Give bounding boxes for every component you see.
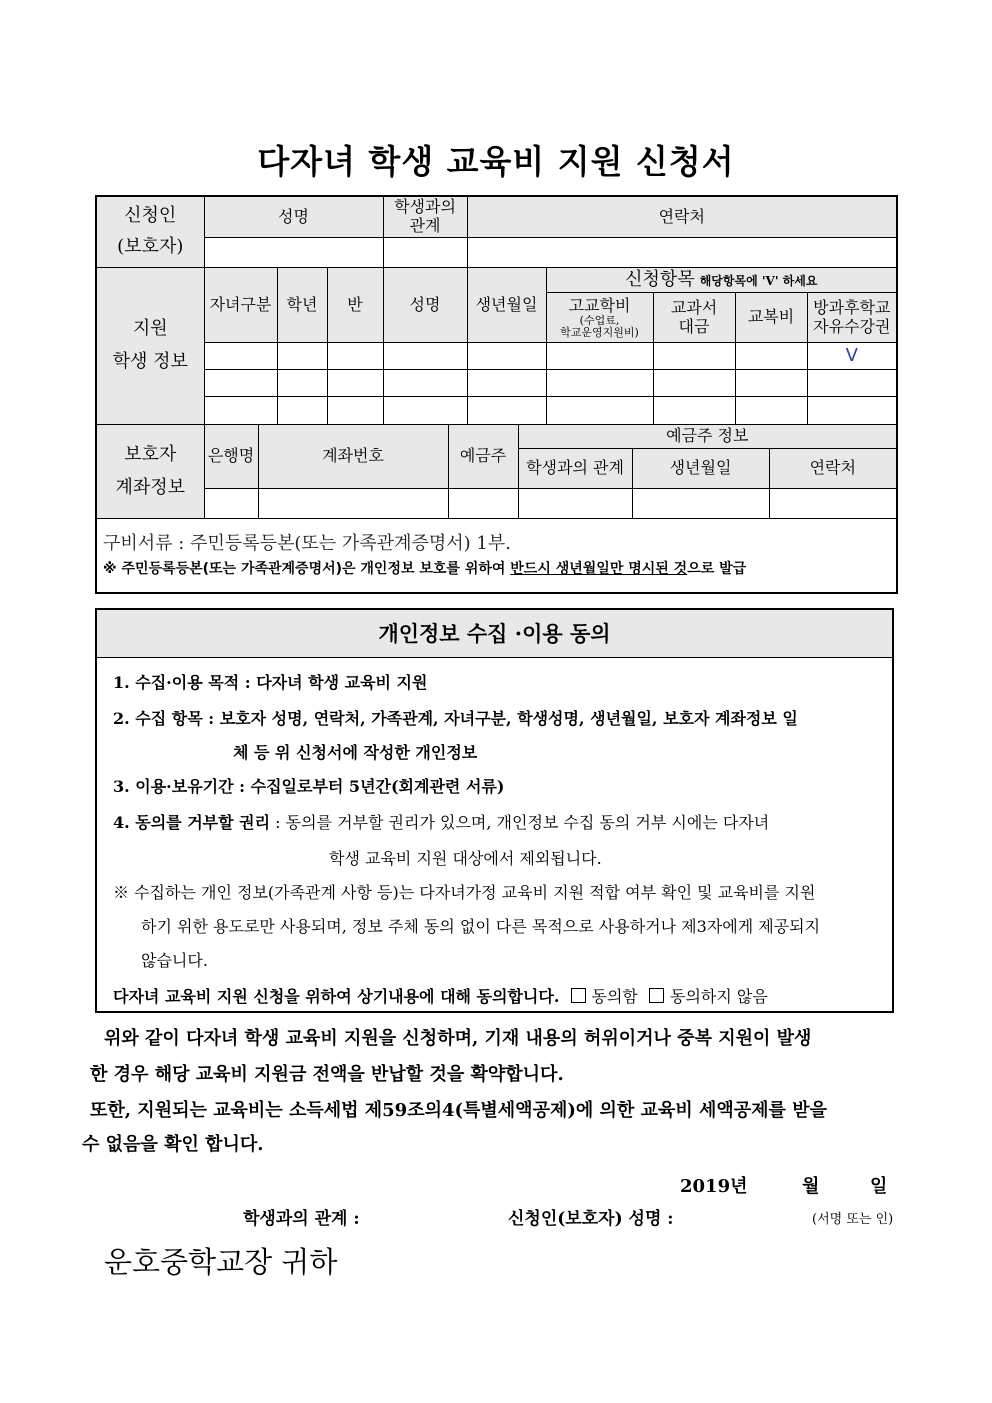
item-afterschool-header: 방과후학교 자유수강권 xyxy=(807,293,897,343)
page-title: 다자녀 학생 교육비 지원 신청서 xyxy=(257,142,735,181)
cell[interactable] xyxy=(653,343,735,370)
cell[interactable] xyxy=(653,397,735,425)
applicant-sign-label: 신청인(보호자) 성명 : xyxy=(508,1209,674,1229)
applicant-contact-field[interactable] xyxy=(467,237,897,268)
cell[interactable] xyxy=(735,370,807,397)
account-table xyxy=(95,424,898,594)
child-type-header: 자녀구분 xyxy=(204,268,277,343)
holder-header: 예금주 xyxy=(448,425,518,489)
student-row xyxy=(96,370,897,397)
pledge-line-2: 한 경우 해당 교육비 지원금 전액을 반납할 것을 확약합니다. xyxy=(90,1064,564,1085)
student-label: 지원 학생 정보 xyxy=(96,268,204,425)
account-number-field[interactable] xyxy=(258,489,448,519)
holder-relation-field[interactable] xyxy=(518,489,632,519)
consent-note: ※ 수집하는 개인 정보(가족관계 사항 등)는 다자녀가정 교육비 지원 적합 여부 확인 및 교육비를 지원 xyxy=(113,883,816,902)
bank-header: 은행명 xyxy=(204,425,258,489)
consent-item-refuse-cont: 학생 교육비 지원 대상에서 제외됩니다. xyxy=(329,849,602,868)
consent-item-fields-cont: 체 등 위 신청서에 작성한 개인정보 xyxy=(233,743,478,762)
cell[interactable] xyxy=(277,397,327,425)
cell[interactable] xyxy=(735,343,807,370)
sign-hint: (서명 또는 인) xyxy=(812,1212,894,1227)
cell[interactable] xyxy=(204,370,277,397)
applicant-table xyxy=(95,195,898,269)
bank-field[interactable] xyxy=(204,489,258,519)
applicant-name-field[interactable] xyxy=(204,237,383,268)
student-row xyxy=(96,343,897,370)
pledge-line-4: 수 없음을 확인 합니다. xyxy=(82,1134,264,1155)
cell[interactable] xyxy=(327,397,383,425)
consent-item-purpose: 1. 수집·이용 목적 : 다자녀 학생 교육비 지원 xyxy=(113,673,428,692)
privacy-consent-box xyxy=(95,608,894,1013)
consent-note-cont: 하기 위한 용도로만 사용되며, 정보 주체 동의 없이 다른 목적으로 사용하거나 제3자에게 제공되지 xyxy=(141,917,821,936)
check-mark: V xyxy=(845,344,858,366)
holder-birthdate-header: 생년월일 xyxy=(632,449,769,489)
applicant-name-header: 성명 xyxy=(204,196,383,237)
holder-contact-field[interactable] xyxy=(769,489,897,519)
cell[interactable] xyxy=(807,370,897,397)
date-day: 일 xyxy=(870,1176,888,1197)
cell[interactable] xyxy=(277,343,327,370)
item-uniform-header: 교복비 xyxy=(735,293,807,343)
item-textbook-header: 교과서 대금 xyxy=(653,293,735,343)
pledge-line-3: 또한, 지원되는 교육비는 소득세법 제59조의4(특별세액공제)에 의한 교육비 세액공제를 받을 xyxy=(90,1100,827,1121)
cell[interactable] xyxy=(383,370,467,397)
birthdate-header: 생년월일 xyxy=(467,268,546,343)
cell[interactable] xyxy=(467,343,546,370)
consent-agree-row: 다자녀 교육비 지원 신청을 위하여 상기내용에 대해 동의합니다. 동의함 동의하지 않음 xyxy=(113,987,768,1006)
consent-title: 개인정보 수집 ·이용 동의 xyxy=(97,610,892,658)
class-header: 반 xyxy=(327,268,383,343)
required-documents: 구비서류 : 주민등록등본(또는 가족관계증명서) 1부. ※ 주민등록등본(또는 가족관계증명서)은 개인정보 보호를 위하여 반드시 생년월일만 명시된 것으로 발급 xyxy=(96,519,897,593)
applicant-relation-header: 학생과의 관계 xyxy=(383,196,467,237)
cell[interactable] xyxy=(546,397,653,425)
applicant-contact-header: 연락처 xyxy=(467,196,897,237)
cell[interactable] xyxy=(204,397,277,425)
cell[interactable] xyxy=(327,343,383,370)
agree-label: 동의함 xyxy=(591,987,638,1006)
holder-relation-header: 학생과의 관계 xyxy=(518,449,632,489)
student-table xyxy=(95,267,898,426)
disagree-checkbox[interactable] xyxy=(649,988,664,1003)
consent-item-retention: 3. 이용·보유기간 : 수집일로부터 5년간(회계관련 서류) xyxy=(113,777,505,796)
pledge-line-1: 위와 같이 다자녀 학생 교육비 지원을 신청하며, 기재 내용의 허위이거나 중복 지원이 발생 xyxy=(104,1028,812,1049)
cell[interactable] xyxy=(546,370,653,397)
disagree-label: 동의하지 않음 xyxy=(669,987,768,1006)
account-label: 보호자 계좌정보 xyxy=(96,425,204,519)
consent-item-fields: 2. 수집 항목 : 보호자 성명, 연락처, 가족관계, 자녀구분, 학생성명, 생년월일, 보호자 계좌정보 일 xyxy=(113,709,798,728)
holder-info-header: 예금주 정보 xyxy=(518,425,897,449)
cell[interactable] xyxy=(204,343,277,370)
relation-label: 학생과의 관계 : xyxy=(243,1209,360,1229)
date-month: 월 xyxy=(802,1176,820,1197)
applicant-label: 신청인 (보호자) xyxy=(96,196,204,268)
recipient: 운호중학교장 귀하 xyxy=(104,1245,338,1279)
cell[interactable] xyxy=(277,370,327,397)
cell[interactable] xyxy=(653,370,735,397)
apply-items-hint: 해당항목에 'V' 하세요 xyxy=(699,273,818,288)
applicant-relation-field[interactable] xyxy=(383,237,467,268)
agree-checkbox[interactable] xyxy=(571,988,586,1003)
cell[interactable] xyxy=(383,343,467,370)
holder-contact-header: 연락처 xyxy=(769,449,897,489)
consent-item-refuse: 4. 동의를 거부할 권리 : 동의를 거부할 권리가 있으며, 개인정보 수집 동의 거부 시에는 다자녀 xyxy=(113,813,770,832)
cell[interactable] xyxy=(467,370,546,397)
cell[interactable] xyxy=(467,397,546,425)
cell[interactable] xyxy=(807,397,897,425)
holder-field[interactable] xyxy=(448,489,518,519)
cell[interactable] xyxy=(735,397,807,425)
student-name-header: 성명 xyxy=(383,268,467,343)
student-row xyxy=(96,397,897,425)
cell[interactable] xyxy=(807,343,897,370)
cell[interactable] xyxy=(546,343,653,370)
account-number-header: 계좌번호 xyxy=(258,425,448,489)
account-row xyxy=(96,489,897,519)
holder-birthdate-field[interactable] xyxy=(632,489,769,519)
item-tuition-header: 고교학비 (수업료, 학교운영지원비) xyxy=(546,293,653,343)
consent-note-end: 않습니다. xyxy=(141,951,208,970)
cell[interactable] xyxy=(327,370,383,397)
apply-items-header: 신청항목 해당항목에 'V' 하세요 xyxy=(546,268,897,293)
date-year: 2019년 xyxy=(680,1176,748,1197)
grade-header: 학년 xyxy=(277,268,327,343)
cell[interactable] xyxy=(383,397,467,425)
